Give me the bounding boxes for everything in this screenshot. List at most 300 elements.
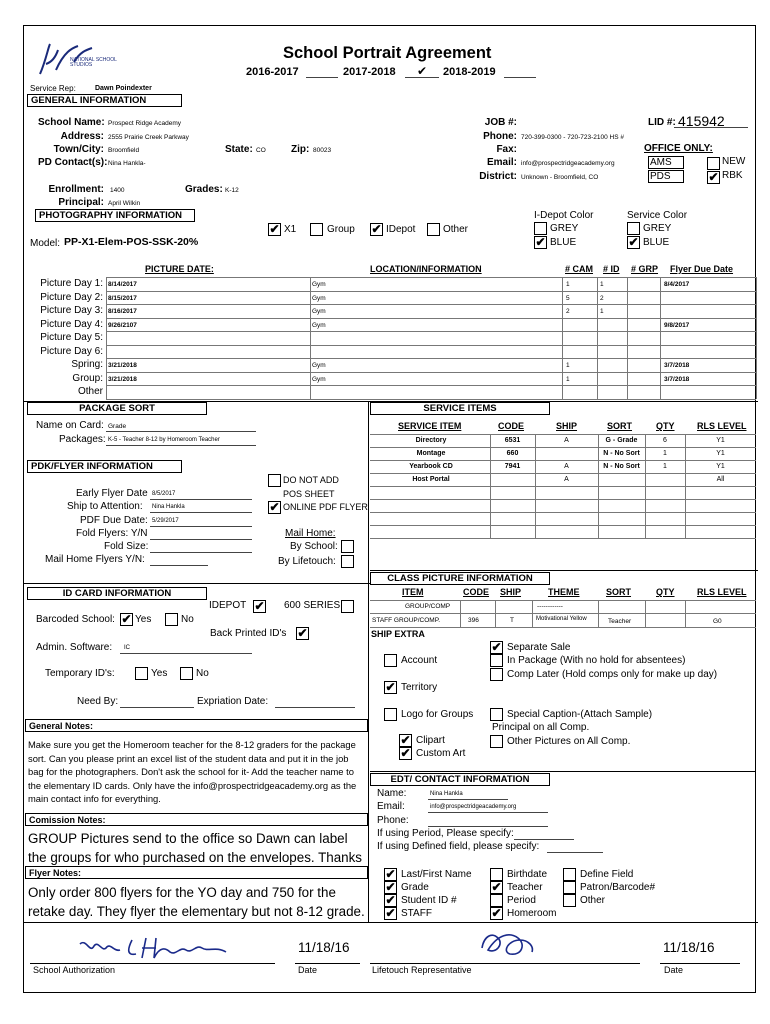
service-grey-label: GREY [643, 223, 672, 234]
commission-notes-header: Comission Notes: [25, 813, 368, 826]
picture-row-flyer[interactable]: 8/4/2017 [664, 281, 690, 288]
model-label: Model: [30, 238, 61, 249]
picture-grid-col-line [756, 277, 757, 399]
col-class-code: CODE [463, 587, 490, 597]
packages-value[interactable]: K-5 - Teacher 8-12 by Homeroom Teacher [106, 434, 256, 446]
pdf-due-label: PDF Due Date: [80, 515, 148, 526]
picture-row-flyer[interactable]: 3/7/2018 [664, 362, 690, 369]
pdf-due-value[interactable]: 5/29/2017 [150, 515, 252, 527]
picture-grid-row-line [106, 291, 756, 292]
service-grid-row-line [370, 525, 756, 526]
col-location: LOCATION/INFORMATION [370, 264, 482, 274]
grade-checkbox[interactable]: ✔ [385, 880, 396, 894]
patron-label: Patron/Barcode# [580, 882, 656, 893]
year-3: 2018-2019 [443, 66, 496, 78]
edt-contact-header: EDT/ CONTACT INFORMATION [370, 773, 550, 786]
do-not-add-label: DO NOT ADD [283, 475, 339, 485]
special-caption-label: Special Caption-(Attach Sample) [507, 709, 653, 720]
rbk-checkbox[interactable]: ✔ [708, 170, 719, 184]
barcoded-yes-checkbox[interactable]: ✔ [121, 612, 132, 626]
col-service-sort: SORT [607, 421, 633, 431]
service-row-item[interactable]: Host Portal [412, 476, 450, 483]
school-date-value[interactable]: 11/18/16 [298, 940, 350, 955]
school-sig-line [30, 963, 275, 964]
principal-value[interactable]: April Wilkin [108, 200, 141, 207]
other-label: Other [443, 224, 469, 235]
service-row-sort[interactable]: N - No Sort [603, 450, 640, 457]
picture-row-cam[interactable]: 1 [566, 375, 570, 383]
idepot-color-label: I-Depot Color [534, 210, 594, 221]
service-row-ship[interactable]: A [564, 476, 569, 483]
field-specify-value[interactable] [547, 841, 603, 853]
logo-groups-checkbox[interactable] [384, 708, 397, 721]
service-row-ship[interactable]: A [564, 437, 569, 444]
zip-value[interactable]: 80023 [313, 147, 332, 154]
year-2-check[interactable]: ✔ [405, 66, 439, 78]
online-pdf-label: ONLINE PDF FLYER [283, 502, 368, 512]
picture-row-cam[interactable]: 5 [566, 294, 570, 302]
class-row2-code: 396 [468, 617, 479, 624]
idepot-grey-label: GREY [550, 223, 579, 234]
picture-grid-row-line [106, 318, 756, 319]
by-lifetouch-checkbox[interactable] [341, 555, 354, 568]
logo-word [38, 42, 42, 43]
service-row-qty[interactable]: 1 [663, 450, 667, 457]
x1-label: X1 [284, 224, 297, 235]
territory-checkbox[interactable]: ✔ [385, 680, 396, 694]
edt-phone-value[interactable] [428, 815, 548, 827]
picture-row-location[interactable]: Gym [312, 321, 326, 329]
service-row-rls[interactable]: Y1 [716, 437, 725, 444]
class-row1-item: GROUP/COMP [405, 603, 451, 610]
by-school-label: By School: [290, 541, 338, 552]
job-label: JOB #: [484, 117, 517, 128]
picture-row-label: Other [77, 386, 103, 397]
picture-row-label: Picture Day 2: [40, 291, 103, 303]
office-only-label: OFFICE ONLY: [644, 143, 713, 154]
logo-line3: STUDIOS [70, 62, 93, 68]
town-value[interactable]: Broomfield [108, 147, 140, 154]
idepot-blue-checkbox[interactable]: ✔ [535, 235, 546, 249]
year-1: 2016-2017 [246, 66, 299, 78]
edt-phone-label: Phone: [377, 815, 409, 826]
define-field-checkbox[interactable] [563, 868, 576, 881]
barcoded-no-checkbox[interactable] [165, 613, 178, 626]
patron-checkbox[interactable] [563, 881, 576, 894]
divider-idcard [23, 583, 370, 584]
picture-row-flyer[interactable]: 9/8/2017 [664, 321, 690, 329]
class-row2-sort: Teacher [608, 618, 632, 625]
commission-notes-text[interactable]: GROUP Pictures send to the office so Dawn can label the groups for who purchased on the envelopes. Thanks [28, 831, 362, 865]
col-picture-date: PICTURE DATE: [145, 264, 214, 274]
last-first-label: Last/First Name [401, 869, 472, 880]
by-lifetouch-label: By Lifetouch: [278, 556, 336, 567]
picture-row-cam[interactable]: 1 [566, 281, 570, 288]
class-row2-ship: T [510, 617, 514, 624]
x1-checkbox[interactable]: ✔ [269, 222, 280, 236]
idepot-id-checkbox[interactable]: ✔ [254, 599, 265, 613]
fax-label: Fax: [496, 144, 517, 155]
rep-date-line [660, 963, 740, 964]
picture-row-date[interactable]: 9/26/2107 [108, 321, 137, 329]
edt-email-value[interactable]: info@prospectridgeacademy.org [428, 801, 548, 813]
last-first-checkbox[interactable]: ✔ [385, 867, 396, 881]
comp-later-label: Comp Later (Hold comps only for make up day) [507, 669, 718, 680]
ams-checkbox[interactable]: AMS [648, 156, 684, 169]
other-pictures-label: Other Pictures on All Comp. [507, 736, 631, 747]
edt-name-label: Name: [377, 788, 407, 799]
admin-software-label: Admin. Software: [36, 642, 113, 653]
school-date-label: Date [298, 965, 318, 975]
picture-grid-row-line [106, 345, 756, 346]
early-flyer-label: Early Flyer Date [76, 488, 148, 499]
homeroom-label: Homeroom [507, 908, 557, 919]
service-grid-row-line [370, 447, 756, 448]
col-service-code: CODE [498, 421, 525, 431]
in-package-checkbox[interactable] [490, 654, 503, 667]
picture-row-label: Group: [72, 372, 103, 384]
enrollment-label: Enrollment: [48, 184, 104, 195]
other-edt-checkbox[interactable] [563, 894, 576, 907]
service-grid-col-line [535, 434, 536, 538]
class-col-6 [685, 600, 686, 627]
class-col-5 [645, 600, 646, 627]
class-row-line-2 [370, 613, 756, 614]
flyer-notes-header: Flyer Notes: [25, 866, 368, 879]
picture-grid-row-line [106, 385, 756, 386]
service-row-qty[interactable]: 6 [663, 437, 667, 444]
picture-row-location[interactable]: Gym [312, 281, 326, 288]
center-divider-top [368, 401, 369, 570]
school-name-label: School Name: [38, 117, 105, 128]
service-grid-row-line [370, 538, 756, 539]
service-grid-row-line [370, 486, 756, 487]
ship-extra-label: SHIP EXTRA [371, 629, 425, 639]
picture-row-label: Picture Day 3: [40, 305, 103, 316]
other-edt-label: Other [580, 895, 606, 906]
student-id-checkbox[interactable]: ✔ [385, 893, 396, 907]
picture-row-label: Picture Day 4: [40, 318, 103, 330]
address-label: Address: [60, 131, 104, 142]
town-label: Town/City: [53, 144, 104, 155]
flyer-notes-text[interactable]: Only order 800 flyers for the YO day and 750 for the retake day. They flyer the elementary but not 8-12 grade. [28, 885, 365, 919]
col-class-qty: QTY [656, 587, 675, 597]
picture-grid-col-line [660, 277, 661, 399]
school-name-value[interactable]: Prospect Ridge Academy [108, 120, 181, 127]
idepot-grey-checkbox[interactable] [534, 222, 547, 235]
year-3-blank[interactable] [504, 66, 536, 78]
mail-home-label: Mail Home: [285, 528, 336, 539]
col-cam: # CAM [565, 264, 594, 274]
service-row-rls[interactable]: Y1 [716, 463, 725, 470]
separate-sale-checkbox[interactable]: ✔ [491, 640, 502, 654]
general-notes-text[interactable]: Make sure you get the Homeroom teacher for the 8-12 graders for the package sort. Can you please print an excel list of the student data and put it in the job bag for the photographers. Don't ask the school for it- Add the teacher name to the elementary ID cards. Only have the info@prospectridgeacademy.org as the main contact info for everything. [28, 739, 357, 804]
col-service-ship: SHIP [556, 421, 578, 431]
clipart-label: Clipart [416, 735, 445, 746]
picture-row-date[interactable]: 8/16/2017 [108, 308, 137, 315]
service-row-sort[interactable]: G - Grade [605, 437, 638, 444]
service-blue-label: BLUE [643, 237, 670, 248]
picture-grid-row-line [106, 277, 756, 278]
year-1-blank[interactable] [306, 66, 338, 78]
mail-home-flyers-value[interactable] [150, 554, 208, 566]
staff-label: STAFF [401, 908, 432, 919]
group-checkbox[interactable] [310, 223, 323, 236]
service-row-sort[interactable]: N - No Sort [603, 463, 640, 470]
rep-date-value[interactable]: 11/18/16 [663, 940, 715, 955]
class-col-3 [532, 600, 533, 627]
general-notes-header: General Notes: [25, 719, 368, 732]
ship-attention-value[interactable]: Nina Hankla [150, 501, 252, 513]
field-specify-label: If using Defined field, please specify: [377, 841, 540, 852]
picture-row-flyer[interactable]: 3/7/2018 [664, 375, 690, 383]
temporary-ids-label: Temporary ID's: [45, 668, 115, 679]
rep-date-label: Date [664, 965, 684, 975]
group-label: Group [327, 224, 355, 235]
col-class-rls: RLS LEVEL [697, 587, 747, 597]
barcoded-yes-label: Yes [135, 614, 152, 625]
pd-contact-label: PD Contact(s): [38, 157, 108, 168]
custom-art-label: Custom Art [416, 748, 466, 759]
other-checkbox[interactable] [427, 223, 440, 236]
general-info-header: GENERAL INFORMATION [27, 94, 182, 107]
school-signature [76, 934, 236, 964]
picture-row-id[interactable]: 1 [600, 308, 604, 315]
expiration-label: Expriation Date: [197, 696, 269, 707]
picture-row-location[interactable]: Gym [312, 362, 326, 369]
need-by-value[interactable] [120, 696, 194, 708]
lid-underline [674, 115, 748, 128]
picture-grid-col-line [106, 277, 107, 399]
service-row-code[interactable]: 660 [506, 450, 519, 457]
do-not-add-checkbox[interactable] [268, 474, 281, 487]
idepot-label: IDepot [386, 224, 416, 235]
picture-row-date[interactable]: 8/15/2017 [108, 294, 137, 302]
territory-label: Territory [401, 682, 438, 693]
class-picture-header: CLASS PICTURE INFORMATION [370, 572, 550, 585]
col-service-qty: QTY [656, 421, 675, 431]
period-label: Period [507, 895, 536, 906]
picture-row-location[interactable]: Gym [312, 308, 326, 315]
school-signature-text [80, 940, 86, 941]
picture-row-cam[interactable]: 1 [566, 362, 570, 369]
homeroom-checkbox[interactable]: ✔ [491, 906, 502, 920]
service-row-ship[interactable]: A [564, 463, 569, 470]
year-2: 2017-2018 [343, 66, 396, 78]
barcoded-school-label: Barcoded School: [36, 614, 115, 625]
id-card-header: ID CARD INFORMATION [27, 587, 207, 600]
district-value[interactable]: Unknown - Broomfield, CO [521, 174, 599, 181]
name-on-card-value[interactable]: Grade [106, 420, 256, 432]
service-rep-value: Dawn Poindexter [95, 85, 152, 92]
service-row-item[interactable]: Montage [416, 450, 446, 457]
picture-grid-row-line [106, 372, 756, 373]
address-value[interactable]: 2555 Prairie Creek Parkway [108, 134, 189, 141]
grades-value[interactable]: K-12 [225, 187, 239, 194]
school-date-line [295, 963, 360, 964]
phone-value[interactable]: 720-399-0300 - 720-723-2100 HS # [521, 134, 624, 141]
picture-row-label: Spring: [71, 359, 103, 370]
picture-row-label: Picture Day 6: [40, 345, 103, 357]
online-pdf-checkbox[interactable]: ✔ [269, 500, 280, 514]
picture-row-location[interactable]: Gym [312, 294, 326, 302]
service-blue-checkbox[interactable]: ✔ [628, 235, 639, 249]
logo-text [70, 58, 117, 68]
pos-sheet-label: POS SHEET [283, 489, 335, 499]
col-class-sort: SORT [606, 587, 632, 597]
service-grid-row-line [370, 434, 756, 435]
logo-line2: NATIONAL SCHOOL [70, 57, 117, 63]
service-items-header: SERVICE ITEMS [370, 402, 550, 415]
idepot-checkbox[interactable]: ✔ [371, 222, 382, 236]
email-label: Email: [486, 157, 517, 168]
picture-grid-row-line [106, 331, 756, 332]
fold-flyers-value[interactable] [150, 528, 252, 540]
class-row2-theme: Motivational Yellow [536, 616, 587, 622]
service-row-rls[interactable]: Y1 [716, 450, 725, 457]
enrollment-value[interactable]: 1400 [110, 187, 125, 194]
picture-row-location[interactable]: Gym [312, 375, 326, 383]
divider-class [370, 570, 758, 571]
service-row-item[interactable]: Directory [415, 437, 447, 444]
lid-label: LID #: [648, 117, 676, 128]
fold-size-label: Fold Size: [104, 541, 149, 552]
separate-sale-label: Separate Sale [507, 642, 571, 653]
package-sort-header: PACKAGE SORT [27, 402, 207, 415]
picture-row-id[interactable]: 2 [600, 294, 604, 302]
picture-row-date[interactable]: 8/14/2017 [108, 281, 137, 288]
service-row-code[interactable]: 6531 [504, 437, 521, 444]
idepot-blue-label: BLUE [550, 237, 577, 248]
col-service-item: SERVICE ITEM [398, 421, 462, 431]
service-grey-checkbox[interactable] [627, 222, 640, 235]
new-checkbox[interactable] [707, 157, 720, 170]
logo-groups-label: Logo for Groups [401, 709, 474, 720]
principal-all-label: Principal on all Comp. [492, 722, 590, 733]
new-label: NEW [722, 156, 746, 167]
by-school-checkbox[interactable] [341, 540, 354, 553]
temp-yes-checkbox[interactable] [135, 667, 148, 680]
school-authorization-label: School Authorization [33, 965, 116, 975]
mail-home-flyers-label: Mail Home Flyers Y/N: [45, 554, 145, 565]
class-col-2 [495, 600, 496, 627]
admin-software-value[interactable]: IC [120, 642, 252, 654]
picture-grid-col-line [627, 277, 628, 399]
in-package-label: In Package (With no hold for absentees) [507, 655, 686, 666]
lid-value[interactable]: 415942 [678, 113, 725, 129]
col-service-rls: RLS LEVEL [697, 421, 747, 431]
rep-signature [478, 928, 538, 962]
edt-name-value[interactable]: Nina Hankla [428, 788, 508, 800]
rbk-label: RBK [722, 170, 743, 181]
service-row-item[interactable]: Yearbook CD [409, 463, 453, 470]
special-caption-checkbox[interactable] [490, 708, 503, 721]
class-row-line-1 [370, 600, 756, 601]
birthdate-label: Birthdate [507, 869, 548, 880]
series-600-label: 600 SERIES [284, 600, 341, 611]
col-class-item: ITEM [402, 587, 424, 597]
comp-later-checkbox[interactable] [490, 668, 503, 681]
barcoded-no-label: No [181, 614, 194, 625]
early-flyer-value[interactable]: 8/5/2017 [150, 488, 252, 500]
page-title: School Portrait Agreement [283, 44, 492, 62]
picture-grid-col-line [562, 277, 563, 399]
temp-no-label: No [196, 668, 209, 679]
ship-attention-label: Ship to Attention: [67, 501, 143, 512]
service-grid-row-line [370, 460, 756, 461]
name-on-card-label: Name on Card: [36, 420, 104, 431]
other-pictures-checkbox[interactable] [490, 735, 503, 748]
temp-no-checkbox[interactable] [180, 667, 193, 680]
packages-label: Packages: [59, 434, 106, 445]
student-id-label: Student ID # [401, 895, 457, 906]
expiration-value[interactable] [275, 696, 355, 708]
service-row-qty[interactable]: 1 [663, 463, 667, 470]
col-id: # ID [603, 264, 620, 274]
class-row2-rls: G0 [713, 618, 722, 625]
class-row1-theme: ------------ [537, 603, 563, 610]
series-600-checkbox[interactable] [341, 600, 354, 613]
period-specify-value[interactable] [514, 828, 574, 840]
fold-size-value[interactable] [150, 541, 252, 553]
staff-checkbox[interactable]: ✔ [385, 906, 396, 920]
picture-grid-col-line [310, 277, 311, 399]
pd-contact-value[interactable]: Nina Hankla- [108, 160, 146, 167]
custom-art-checkbox[interactable]: ✔ [400, 746, 411, 760]
pds-checkbox[interactable]: PDS [648, 170, 684, 183]
back-printed-label: Back Printed ID's [210, 628, 287, 639]
fold-flyers-label: Fold Flyers: Y/N [76, 528, 148, 539]
picture-row-label: Picture Day 5: [40, 332, 103, 343]
class-col-4 [598, 600, 599, 627]
account-checkbox[interactable] [384, 654, 397, 667]
rep-sig-line [370, 963, 640, 964]
service-row-rls[interactable]: All [716, 476, 725, 483]
photo-info-header: PHOTOGRAPHY INFORMATION [35, 209, 195, 222]
picture-row-cam[interactable]: 2 [566, 308, 570, 315]
email-value[interactable]: info@prospectridgeacademy.org [521, 160, 615, 167]
divider-edt [370, 771, 756, 772]
teacher-checkbox[interactable]: ✔ [491, 880, 502, 894]
clipart-checkbox[interactable]: ✔ [400, 733, 411, 747]
picture-row-label: Picture Day 1: [40, 278, 103, 289]
col-grp: # GRP [631, 264, 659, 274]
col-class-theme: THEME [548, 587, 580, 597]
class-row2-item: STAFF GROUP/COMP. [372, 617, 441, 624]
state-value[interactable]: CO [256, 147, 266, 154]
class-col-1 [460, 600, 461, 627]
center-divider-bottom [368, 570, 369, 922]
picture-row-date[interactable]: 3/21/2018 [108, 375, 137, 383]
need-by-label: Need By: [77, 696, 119, 707]
define-field-label: Define Field [580, 869, 634, 880]
picture-grid-row-line [106, 358, 756, 359]
model-value[interactable]: PP-X1-Elem-POS-SSK-20% [64, 236, 199, 248]
pdk-flyer-header: PDK/FLYER INFORMATION [27, 460, 182, 473]
temp-yes-label: Yes [151, 668, 168, 679]
back-printed-checkbox[interactable]: ✔ [297, 626, 308, 640]
divider-signature [23, 922, 758, 923]
principal-label: Principal: [58, 197, 104, 208]
edt-email-label: Email: [377, 801, 405, 812]
phone-label: Phone: [483, 131, 517, 142]
picture-row-id[interactable]: 1 [600, 281, 604, 288]
picture-row-date[interactable]: 3/21/2018 [108, 362, 137, 369]
period-specify-label: If using Period, Please specify: [377, 828, 514, 839]
grades-label: Grades: [185, 184, 223, 195]
grade-label: Grade [401, 882, 429, 893]
service-row-code[interactable]: 7941 [504, 463, 521, 470]
